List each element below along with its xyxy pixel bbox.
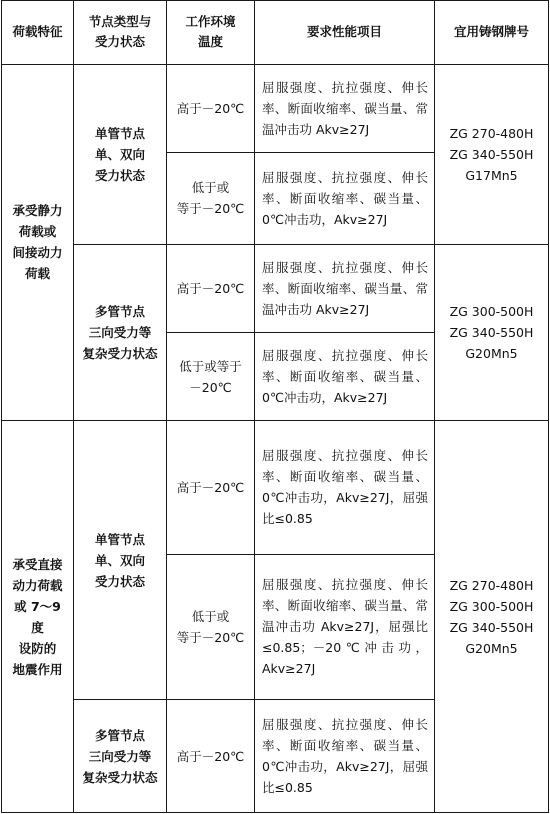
cast-steel-requirements-table: [1, 0, 549, 813]
requirement-cell: 屈服强度、抗拉强度、伸长率、断面收缩率、碳当量、常温冲击功 Akv≥27J，屈强比≤0.85；－20℃冲击功，Akv≥27J: [255, 554, 435, 700]
grade-cell: ZG 270-480H ZG 300-500H ZG 340-550H G20Mn5: [435, 421, 549, 813]
temperature-cell: 高于－20℃: [167, 700, 255, 813]
requirement-cell: 屈服强度、抗拉强度、伸长率、断面收缩率、碳当量、0℃冲击功，Akv≥27J，屈强比≤0.85: [255, 421, 435, 554]
grade-cell: ZG 270-480H ZG 340-550H G17Mn5: [435, 64, 549, 244]
load-feature-cell: 承受静力 荷载或 间接动力 荷载: [2, 64, 74, 421]
node-type-cell: 单管节点 单、双向 受力状态: [74, 421, 167, 700]
requirement-cell: 屈服强度、抗拉强度、伸长率、断面收缩率、碳当量、常温冲击功 Akv≥27J: [255, 244, 435, 332]
header-load-feature: 荷载特征: [2, 1, 74, 65]
node-type-cell: 多管节点 三向受力等 复杂受力状态: [74, 244, 167, 420]
node-type-cell: 单管节点 单、双向 受力状态: [74, 64, 167, 244]
table-row: [2, 244, 549, 332]
temperature-cell: 高于－20℃: [167, 64, 255, 152]
temperature-cell: 高于－20℃: [167, 421, 255, 554]
table-row: [2, 421, 549, 554]
header-work-temperature: 工作环境 温度: [167, 1, 255, 65]
requirement-cell: 屈服强度、抗拉强度、伸长率、断面收缩率、碳当量、0℃冲击功，Akv≥27J: [255, 333, 435, 421]
header-node-type: 节点类型与 受力状态: [74, 1, 167, 65]
requirement-cell: 屈服强度、抗拉强度、伸长率、断面收缩率、碳当量、0℃冲击功，Akv≥27J: [255, 152, 435, 244]
header-cast-steel-grade: 宜用铸钢牌号: [435, 1, 549, 65]
requirement-cell: 屈服强度、抗拉强度、伸长率、断面收缩率、碳当量、0℃冲击功，Akv≥27J，屈强比≤0.85: [255, 700, 435, 813]
temperature-cell: 低于或 等于－20℃: [167, 152, 255, 244]
temperature-cell: 低于或 等于－20℃: [167, 554, 255, 700]
header-row: [2, 1, 549, 65]
load-feature-cell: 承受直接 动力荷载 或 7～9 度 设防的 地震作用: [2, 421, 74, 813]
node-type-cell: 多管节点 三向受力等 复杂受力状态: [74, 700, 167, 813]
temperature-cell: 高于－20℃: [167, 244, 255, 332]
temperature-cell: 低于或等于 －20℃: [167, 333, 255, 421]
requirement-cell: 屈服强度、抗拉强度、伸长率、断面收缩率、碳当量、常温冲击功 Akv≥27J: [255, 64, 435, 152]
table-row: [2, 64, 549, 152]
header-required-properties: 要求性能项目: [255, 1, 435, 65]
grade-cell: ZG 300-500H ZG 340-550H G20Mn5: [435, 244, 549, 420]
